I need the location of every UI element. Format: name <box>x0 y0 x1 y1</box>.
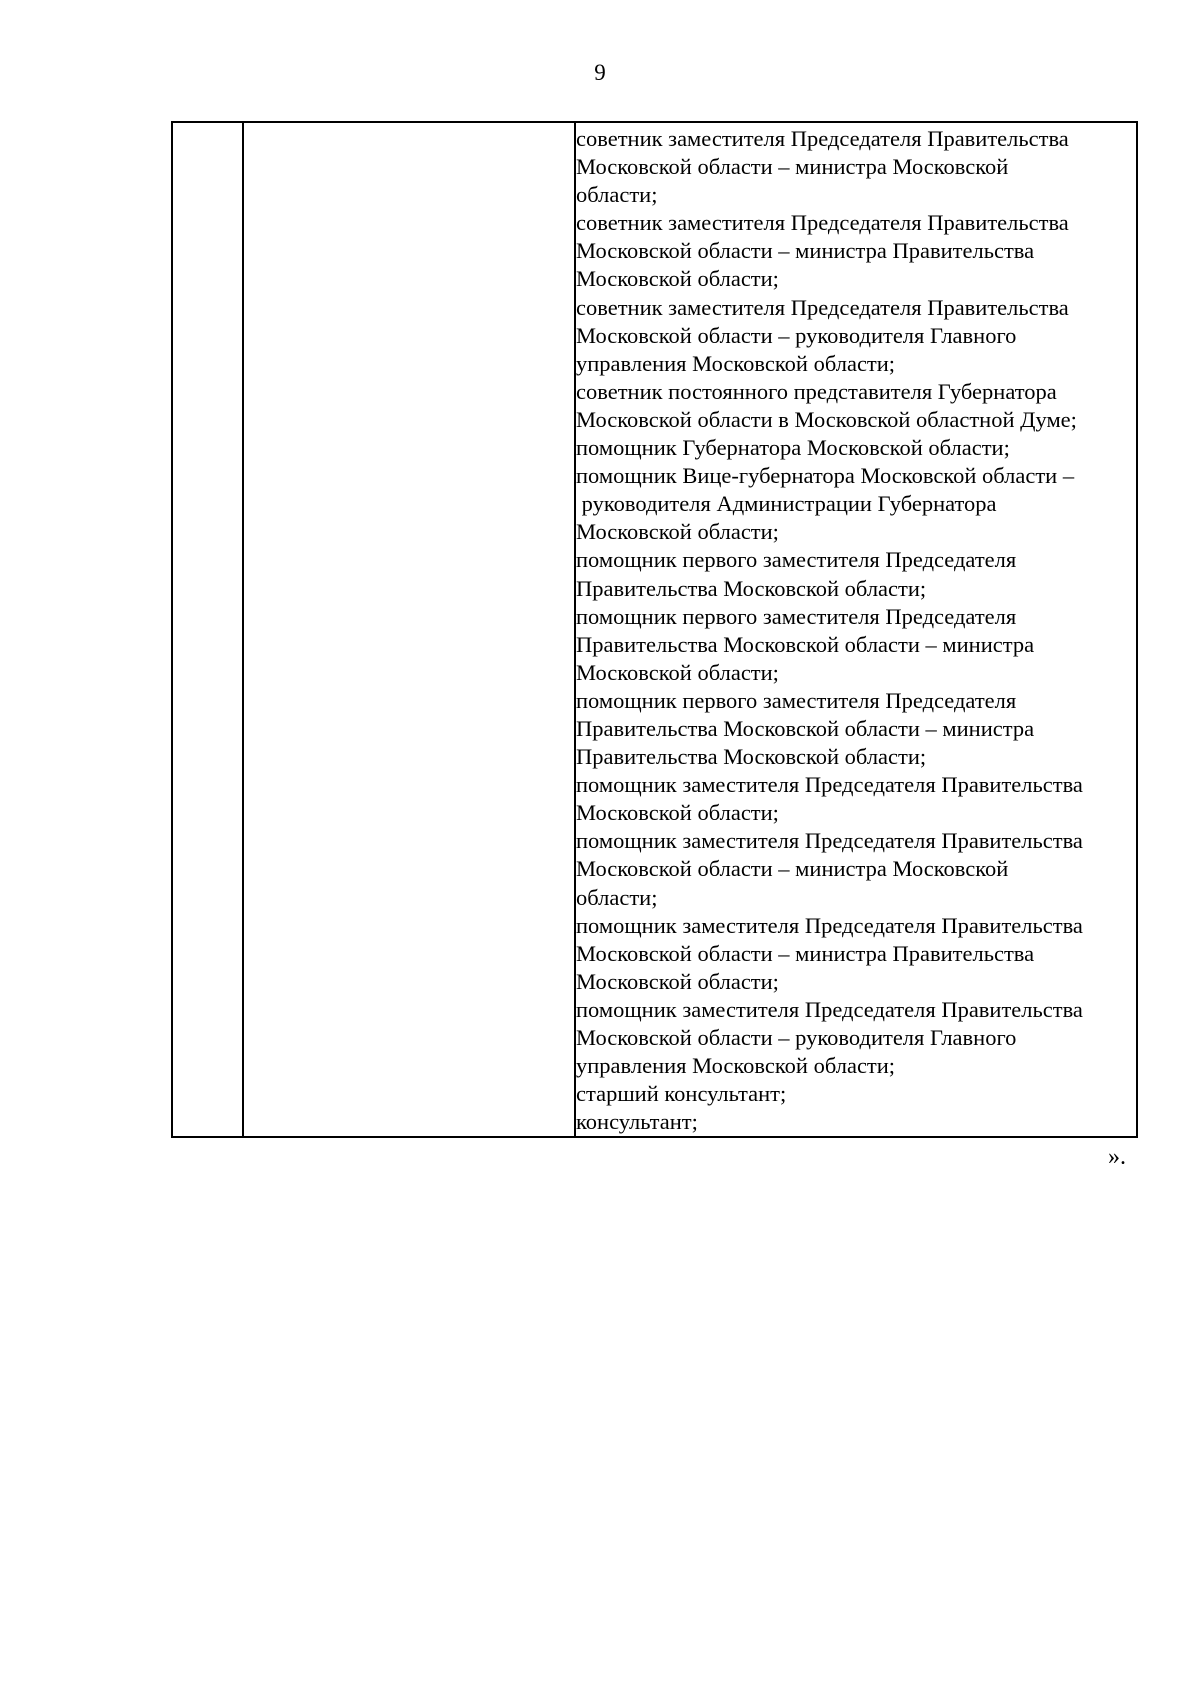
position-text-line: Московской области – министра Московской <box>576 856 1009 882</box>
position-text-line: управления Московской области; <box>576 350 896 376</box>
position-text-line: Правительства Московской области; <box>576 575 927 601</box>
position-text-line: помощник заместителя Председателя Правительства <box>576 772 1083 798</box>
position-text-line: советник заместителя Председателя Правительства <box>576 294 1069 320</box>
positions-table <box>171 121 1138 1138</box>
position-text-line: Московской области в Московской областной Думе; <box>576 406 1077 432</box>
position-text-line: помощник Вице-губернатора Московской области – <box>576 463 1075 489</box>
position-text-line: помощник первого заместителя Председателя <box>576 687 1017 713</box>
position-text-line: помощник заместителя Председателя Правительства <box>576 912 1083 938</box>
position-text-line: Московской области; <box>576 659 779 685</box>
positions-list-cell <box>576 125 1136 1136</box>
position-text-line: области; <box>576 182 658 208</box>
position-text-line: помощник Губернатора Московской области; <box>576 435 1010 461</box>
position-text-line: Правительства Московской области; <box>576 744 927 770</box>
position-text-line: области; <box>576 884 658 910</box>
closing-quote: ». <box>1108 1144 1126 1170</box>
position-text-line: руководителя Администрации Губернатора <box>576 491 997 517</box>
position-text-line: Московской области – министра Правительства <box>576 238 1035 264</box>
position-text-line: помощник первого заместителя Председателя <box>576 547 1017 573</box>
position-text-line: Московской области – министра Московской <box>576 154 1009 180</box>
position-text-line: управления Московской области; <box>576 1053 896 1079</box>
position-text-line: Московской области; <box>576 266 779 292</box>
position-text-line: помощник заместителя Председателя Правительства <box>576 828 1083 854</box>
position-text-line: Московской области – руководителя Главного <box>576 322 1017 348</box>
position-text-line: советник заместителя Председателя Правительства <box>576 126 1069 151</box>
position-text-line: советник постоянного представителя Губернатора <box>576 378 1057 404</box>
position-text-line: Правительства Московской области – министра <box>576 631 1035 657</box>
column-divider-1 <box>242 123 244 1136</box>
position-text-line: Московской области; <box>576 800 779 826</box>
position-text-line: советник заместителя Председателя Правительства <box>576 210 1069 236</box>
position-text-line: Московской области – министра Правительства <box>576 940 1035 966</box>
position-text-line: консультант; <box>576 1109 698 1135</box>
position-text-line: Московской области; <box>576 968 779 994</box>
position-text-line: Московской области; <box>576 519 779 545</box>
position-text-line: Московской области – руководителя Главного <box>576 1025 1017 1050</box>
position-text-line: Правительства Московской области – министра <box>576 715 1035 741</box>
page-number: 9 <box>594 60 606 85</box>
position-text-line: помощник первого заместителя Председателя <box>576 603 1017 629</box>
position-text-line: помощник заместителя Председателя Правительства <box>576 996 1083 1022</box>
position-text-line: старший консультант; <box>576 1081 787 1107</box>
